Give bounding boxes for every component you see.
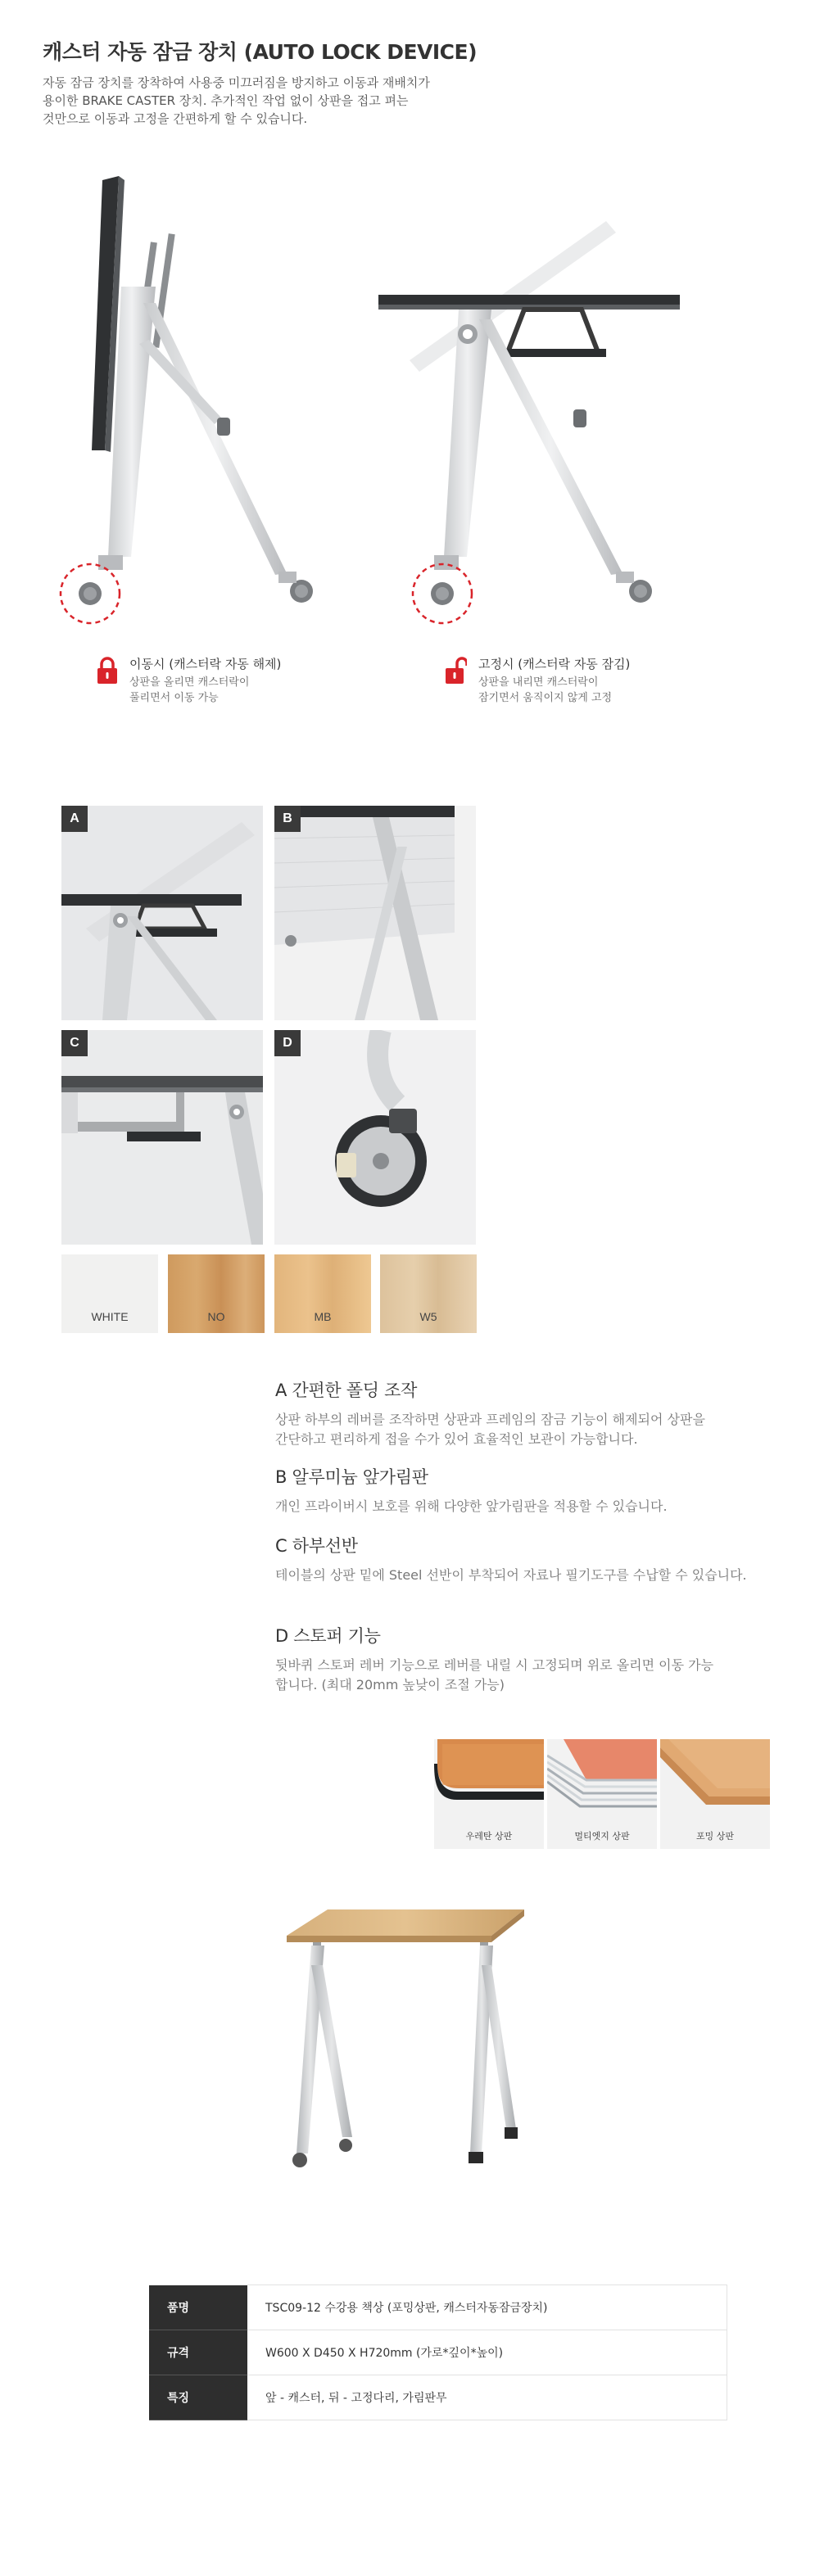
photo-label: D	[274, 1030, 301, 1056]
spec-value: TSC09-12 수강용 책상 (포밍상판, 캐스터자동잠금장치)	[247, 2285, 727, 2330]
feature-line: 상판 하부의 레버를 조작하면 상판과 프레임의 잠금 기능이 해제되어 상판을	[275, 1412, 705, 1427]
desc-line: 잠기면서 움직이지 않게 고정	[478, 692, 613, 704]
spec-table	[149, 2285, 727, 2420]
swatch-white	[61, 1254, 158, 1333]
feature-folding	[275, 1377, 770, 1449]
spec-value: 앞 - 캐스터, 뒤 - 고정다리, 가림판무	[247, 2375, 727, 2420]
forming-edge-image	[660, 1739, 770, 1821]
flat-desk	[378, 221, 680, 623]
edge-label: 멀티엣지 상판	[574, 1831, 630, 1842]
edge-urethane	[434, 1739, 544, 1849]
feature-title: D 스토퍼 기능	[275, 1626, 381, 1646]
photo-privacy-panel	[274, 806, 476, 1020]
intro-line: 자동 잠금 장치를 장착하여 사용중 미끄러짐을 방지하고 이동과 재배치가	[43, 75, 430, 90]
caster-detail-image	[274, 1030, 476, 1245]
urethane-edge-image	[434, 1739, 544, 1821]
photo-caster	[274, 1030, 476, 1245]
lock-fix-desc	[478, 675, 612, 706]
swatch-label: W5	[419, 1310, 437, 1323]
edge-forming	[660, 1739, 770, 1849]
multi-edge-image	[547, 1739, 657, 1821]
feature-title: B 알루미늄 앞가림판	[275, 1467, 428, 1487]
feature-line: 개인 프라이버시 보호를 위해 다양한 앞가림판을 적용할 수 있습니다.	[275, 1498, 668, 1514]
desc-line: 상판을 올리면 캐스터락이	[129, 676, 250, 689]
feature-title: A 간편한 폴딩 조작	[275, 1381, 418, 1400]
photo-folding	[61, 806, 263, 1020]
swatch-label: MB	[314, 1310, 332, 1323]
hero-desk-illustration	[41, 164, 713, 639]
spec-key: 규격	[149, 2330, 247, 2375]
desc-line: 풀리면서 이동 가능	[129, 692, 219, 704]
swatch-label: NO	[207, 1310, 225, 1323]
feature-shelf	[275, 1533, 770, 1585]
folding-detail-image	[61, 806, 263, 1020]
photo-label: C	[61, 1030, 88, 1056]
swatch-w5	[380, 1254, 477, 1333]
feature-line: 뒷바퀴 스토퍼 레버 기능으로 레버를 내릴 시 고정되며 위로 올리면 이동 가능	[275, 1657, 714, 1673]
spec-key: 품명	[149, 2285, 247, 2330]
page-title: 캐스터 자동 잠금 장치 (AUTO LOCK DEVICE)	[43, 40, 478, 64]
feature-title: C 하부선반	[275, 1536, 358, 1556]
product-desk-image	[270, 1891, 541, 2203]
swatch-label: WHITE	[91, 1310, 129, 1323]
swatch-no	[168, 1254, 265, 1333]
photo-label: B	[274, 806, 301, 832]
swatch-mb	[274, 1254, 371, 1333]
table-row	[149, 2330, 727, 2375]
feature-line: 간단하고 편리하게 접을 수가 있어 효율적인 보관이 가능합니다.	[275, 1431, 638, 1447]
lock-move-title: 이동시 (캐스터락 자동 해제)	[129, 657, 282, 671]
shelf-detail-image	[61, 1030, 263, 1245]
spec-key: 특징	[149, 2375, 247, 2420]
edge-label: 우레탄 상판	[465, 1831, 513, 1842]
desc-line: 상판을 내리면 캐스터락이	[478, 676, 599, 689]
intro-text	[43, 74, 428, 128]
photo-label: A	[61, 806, 88, 832]
intro-line: 것만으로 이동과 고정을 간편하게 할 수 있습니다.	[43, 111, 308, 126]
intro-line: 용이한 BRAKE CASTER 장치. 추가적인 작업 없이 상판을 접고 펴는	[43, 93, 409, 108]
privacy-panel-image	[274, 806, 476, 1020]
feature-line: 테이블의 상판 밑에 Steel 선반이 부착되어 자료나 필기도구를 수납할 수 있습니다.	[275, 1567, 747, 1583]
lock-closed-icon	[97, 657, 118, 685]
lock-open-icon	[446, 657, 467, 685]
spec-value: W600 X D450 X H720mm (가로*깊이*높이)	[247, 2330, 727, 2375]
lock-move-caption	[97, 655, 359, 712]
lock-fix-title: 고정시 (캐스터락 자동 잠김)	[478, 657, 631, 671]
table-row	[149, 2285, 727, 2330]
table-row	[149, 2375, 727, 2420]
feature-privacy-panel	[275, 1464, 770, 1516]
edge-multi	[547, 1739, 657, 1849]
lock-fix-caption	[446, 655, 708, 712]
feature-line: 합니다. (최대 20mm 높낮이 조절 가능)	[275, 1677, 505, 1692]
edge-label: 포밍 상판	[695, 1831, 734, 1842]
folded-desk	[61, 176, 313, 623]
feature-stopper	[275, 1623, 770, 1695]
photo-shelf	[61, 1030, 263, 1245]
lock-move-desc	[129, 675, 249, 706]
